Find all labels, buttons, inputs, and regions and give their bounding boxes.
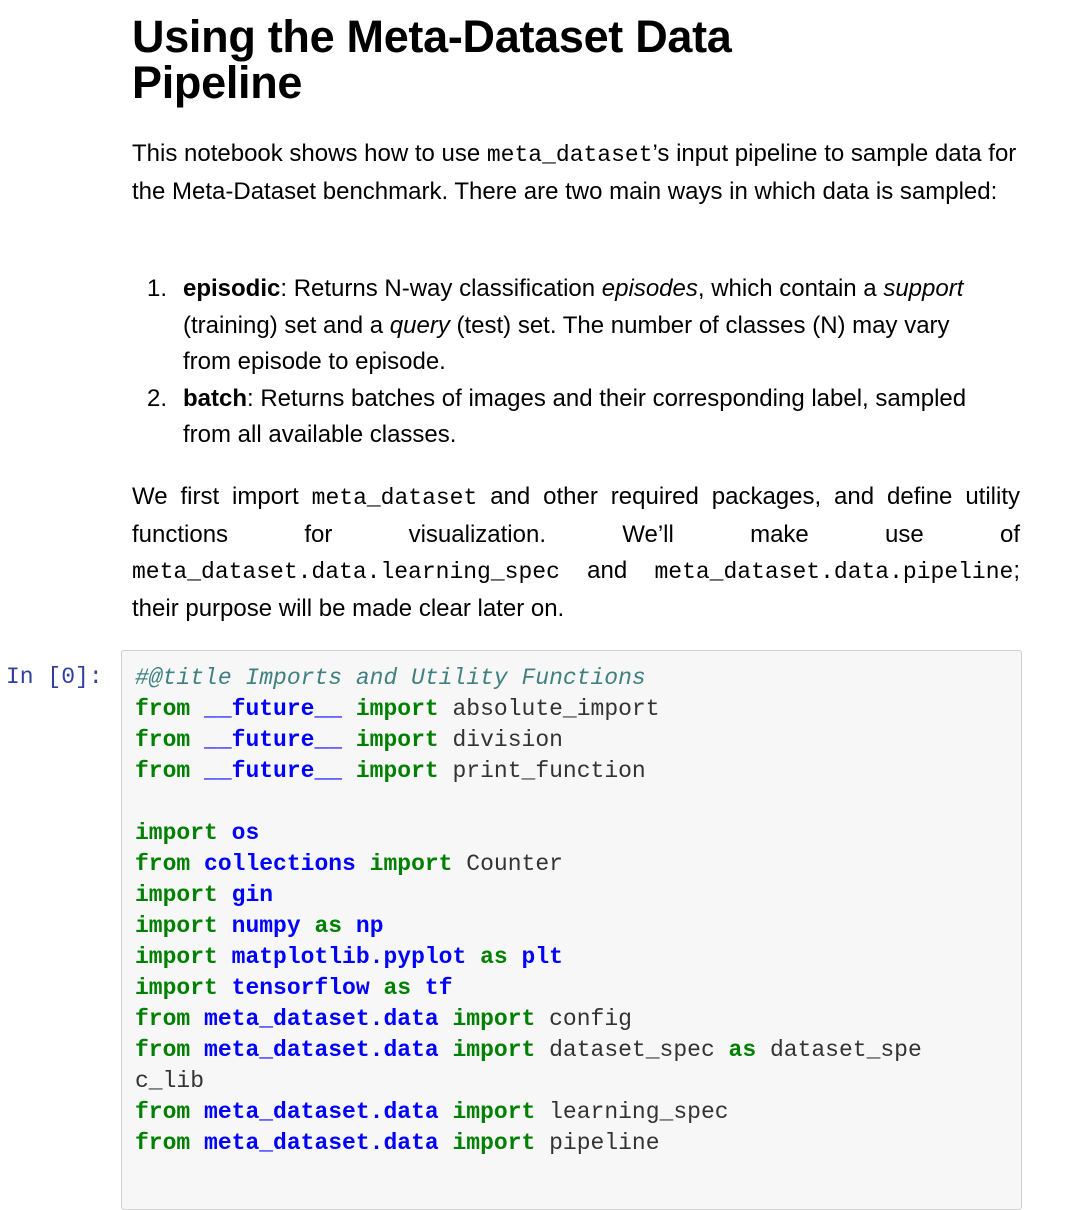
code-line [135,880,922,911]
code-text [439,1037,453,1063]
code-text [342,913,356,939]
code-text [466,944,480,970]
code-keyword: import [452,1037,536,1063]
code-text: config [535,1006,632,1032]
list-number: 1. [147,275,168,302]
code-text [218,975,232,1001]
code-text [190,1037,204,1063]
code-keyword: from [135,1006,191,1032]
code-keyword: as [383,975,412,1001]
code-line [135,1097,922,1128]
code-module-name: os [231,820,260,846]
list-term: batch [183,384,248,412]
code-keyword: from [135,758,191,784]
paragraph-text: and other required packages, and define utility functions for visualization. We’ll make use of [132,483,1020,548]
list-text: : Returns N-way classification [280,275,602,302]
code-text: learning_spec [535,1099,729,1125]
code-line [135,663,922,694]
code-keyword: import [369,851,453,877]
code-keyword: from [135,1037,191,1063]
code-module-name: meta_dataset.data [204,1037,439,1063]
list-text: , which contain a [697,275,884,302]
imports-paragraph [132,479,1020,627]
emphasis-text: query [389,311,450,339]
code-text [356,851,370,877]
code-text [342,696,356,722]
code-line [135,787,922,818]
inline-code: meta_dataset [311,485,478,511]
intro-text: ’s input pipeline to sample data for the Meta-Dataset benchmark. There are two main ways in which data is sampled: [132,140,1017,205]
paragraph-text: ; their purpose will be made clear later on. [132,557,1020,622]
intro-text: This notebook shows how to use [132,140,487,167]
code-line [135,1066,922,1097]
list-term: episodic [183,275,281,302]
paragraph-text: We first import [132,483,312,510]
code-module-name: __future__ [204,727,343,753]
code-text [190,1130,204,1156]
code-keyword: import [135,820,218,846]
code-cell[interactable] [121,650,1022,1210]
code-module-name: __future__ [204,758,343,784]
code-keyword: from [135,1130,191,1156]
code-keyword: as [728,1037,757,1063]
code-keyword: import [135,975,218,1001]
code-line [135,1035,922,1066]
code-keyword: import [355,758,439,784]
code-module-name: tf [424,975,453,1001]
code-text [301,913,315,939]
code-editor[interactable] [135,663,922,1159]
code-module-name: matplotlib.pyplot [231,944,467,970]
code-keyword: from [135,1099,191,1125]
code-keyword: import [135,913,218,939]
list-text: : Returns batches of images and their corresponding label, sampled from all available classes. [183,384,967,448]
code-line [135,973,922,1004]
code-text: print_function [438,758,646,784]
code-text: dataset_spe [756,1037,922,1063]
code-line [135,694,922,725]
list-item-episodic [132,271,972,381]
code-text [190,758,204,784]
code-keyword: as [314,913,343,939]
list-number: 2. [147,384,168,412]
code-text [218,820,232,846]
inline-code: meta_dataset.data.learning_spec [132,559,560,585]
code-text: dataset_spec [535,1037,729,1063]
code-line [135,911,922,942]
code-text [411,975,425,1001]
sampling-modes-list [132,271,972,454]
code-keyword: import [355,727,439,753]
code-keyword: import [452,1006,536,1032]
inline-code: meta_dataset.data.pipeline [654,559,1014,585]
code-module-name: np [355,913,384,939]
code-module-name: numpy [231,913,301,939]
code-keyword: import [452,1130,536,1156]
code-text: Counter [452,851,563,877]
code-module-name: collections [204,851,356,877]
code-comment: #@title Imports and Utility Functions [135,665,646,691]
code-text [190,696,204,722]
code-text [508,944,522,970]
code-text [370,975,384,1001]
code-keyword: as [480,944,508,970]
code-text [439,1099,453,1125]
code-line [135,942,922,973]
code-module-name: meta_dataset.data [204,1099,439,1125]
code-module-name: plt [521,944,563,970]
list-text: (training) set and a [183,311,390,339]
code-module-name: __future__ [204,696,343,722]
code-text [218,882,232,908]
code-keyword: import [355,696,439,722]
code-keyword: import [135,882,218,908]
code-text: absolute_import [438,696,660,722]
code-module-name: gin [231,882,274,908]
code-text [439,1130,453,1156]
code-module-name: meta_dataset.data [204,1006,439,1032]
emphasis-text: episodes [601,275,698,302]
code-line [135,756,922,787]
notebook-heading: Using the Meta-Dataset Data Pipeline [132,11,732,108]
code-line [135,818,922,849]
code-text [218,944,232,970]
intro-paragraph [132,136,1020,210]
code-text [190,1006,204,1032]
code-line [135,1004,922,1035]
code-line [135,1128,922,1159]
code-text [342,758,356,784]
emphasis-text: support [883,275,964,302]
code-keyword: import [135,944,218,970]
code-keyword: from [135,727,191,753]
code-line [135,725,922,756]
code-text [190,1099,204,1125]
code-text [190,851,204,877]
code-keyword: import [452,1099,536,1125]
code-text [439,1006,453,1032]
cell-prompt: In [0]: [6,664,103,690]
code-text [342,727,356,753]
code-module-name: tensorflow [231,975,370,1001]
code-keyword: from [135,696,191,722]
code-text [218,913,232,939]
code-text: pipeline [535,1130,660,1156]
list-item-batch [132,381,972,454]
paragraph-text: and [559,557,655,584]
code-module-name: meta_dataset.data [204,1130,439,1156]
code-text [190,727,204,753]
code-text: division [438,727,563,753]
list-text: (test) set. The number of classes (N) may vary from episode to episode. [183,311,950,375]
inline-code: meta_dataset [486,142,653,168]
code-line [135,849,922,880]
code-text: c_lib [135,1068,205,1094]
code-keyword: from [135,851,191,877]
